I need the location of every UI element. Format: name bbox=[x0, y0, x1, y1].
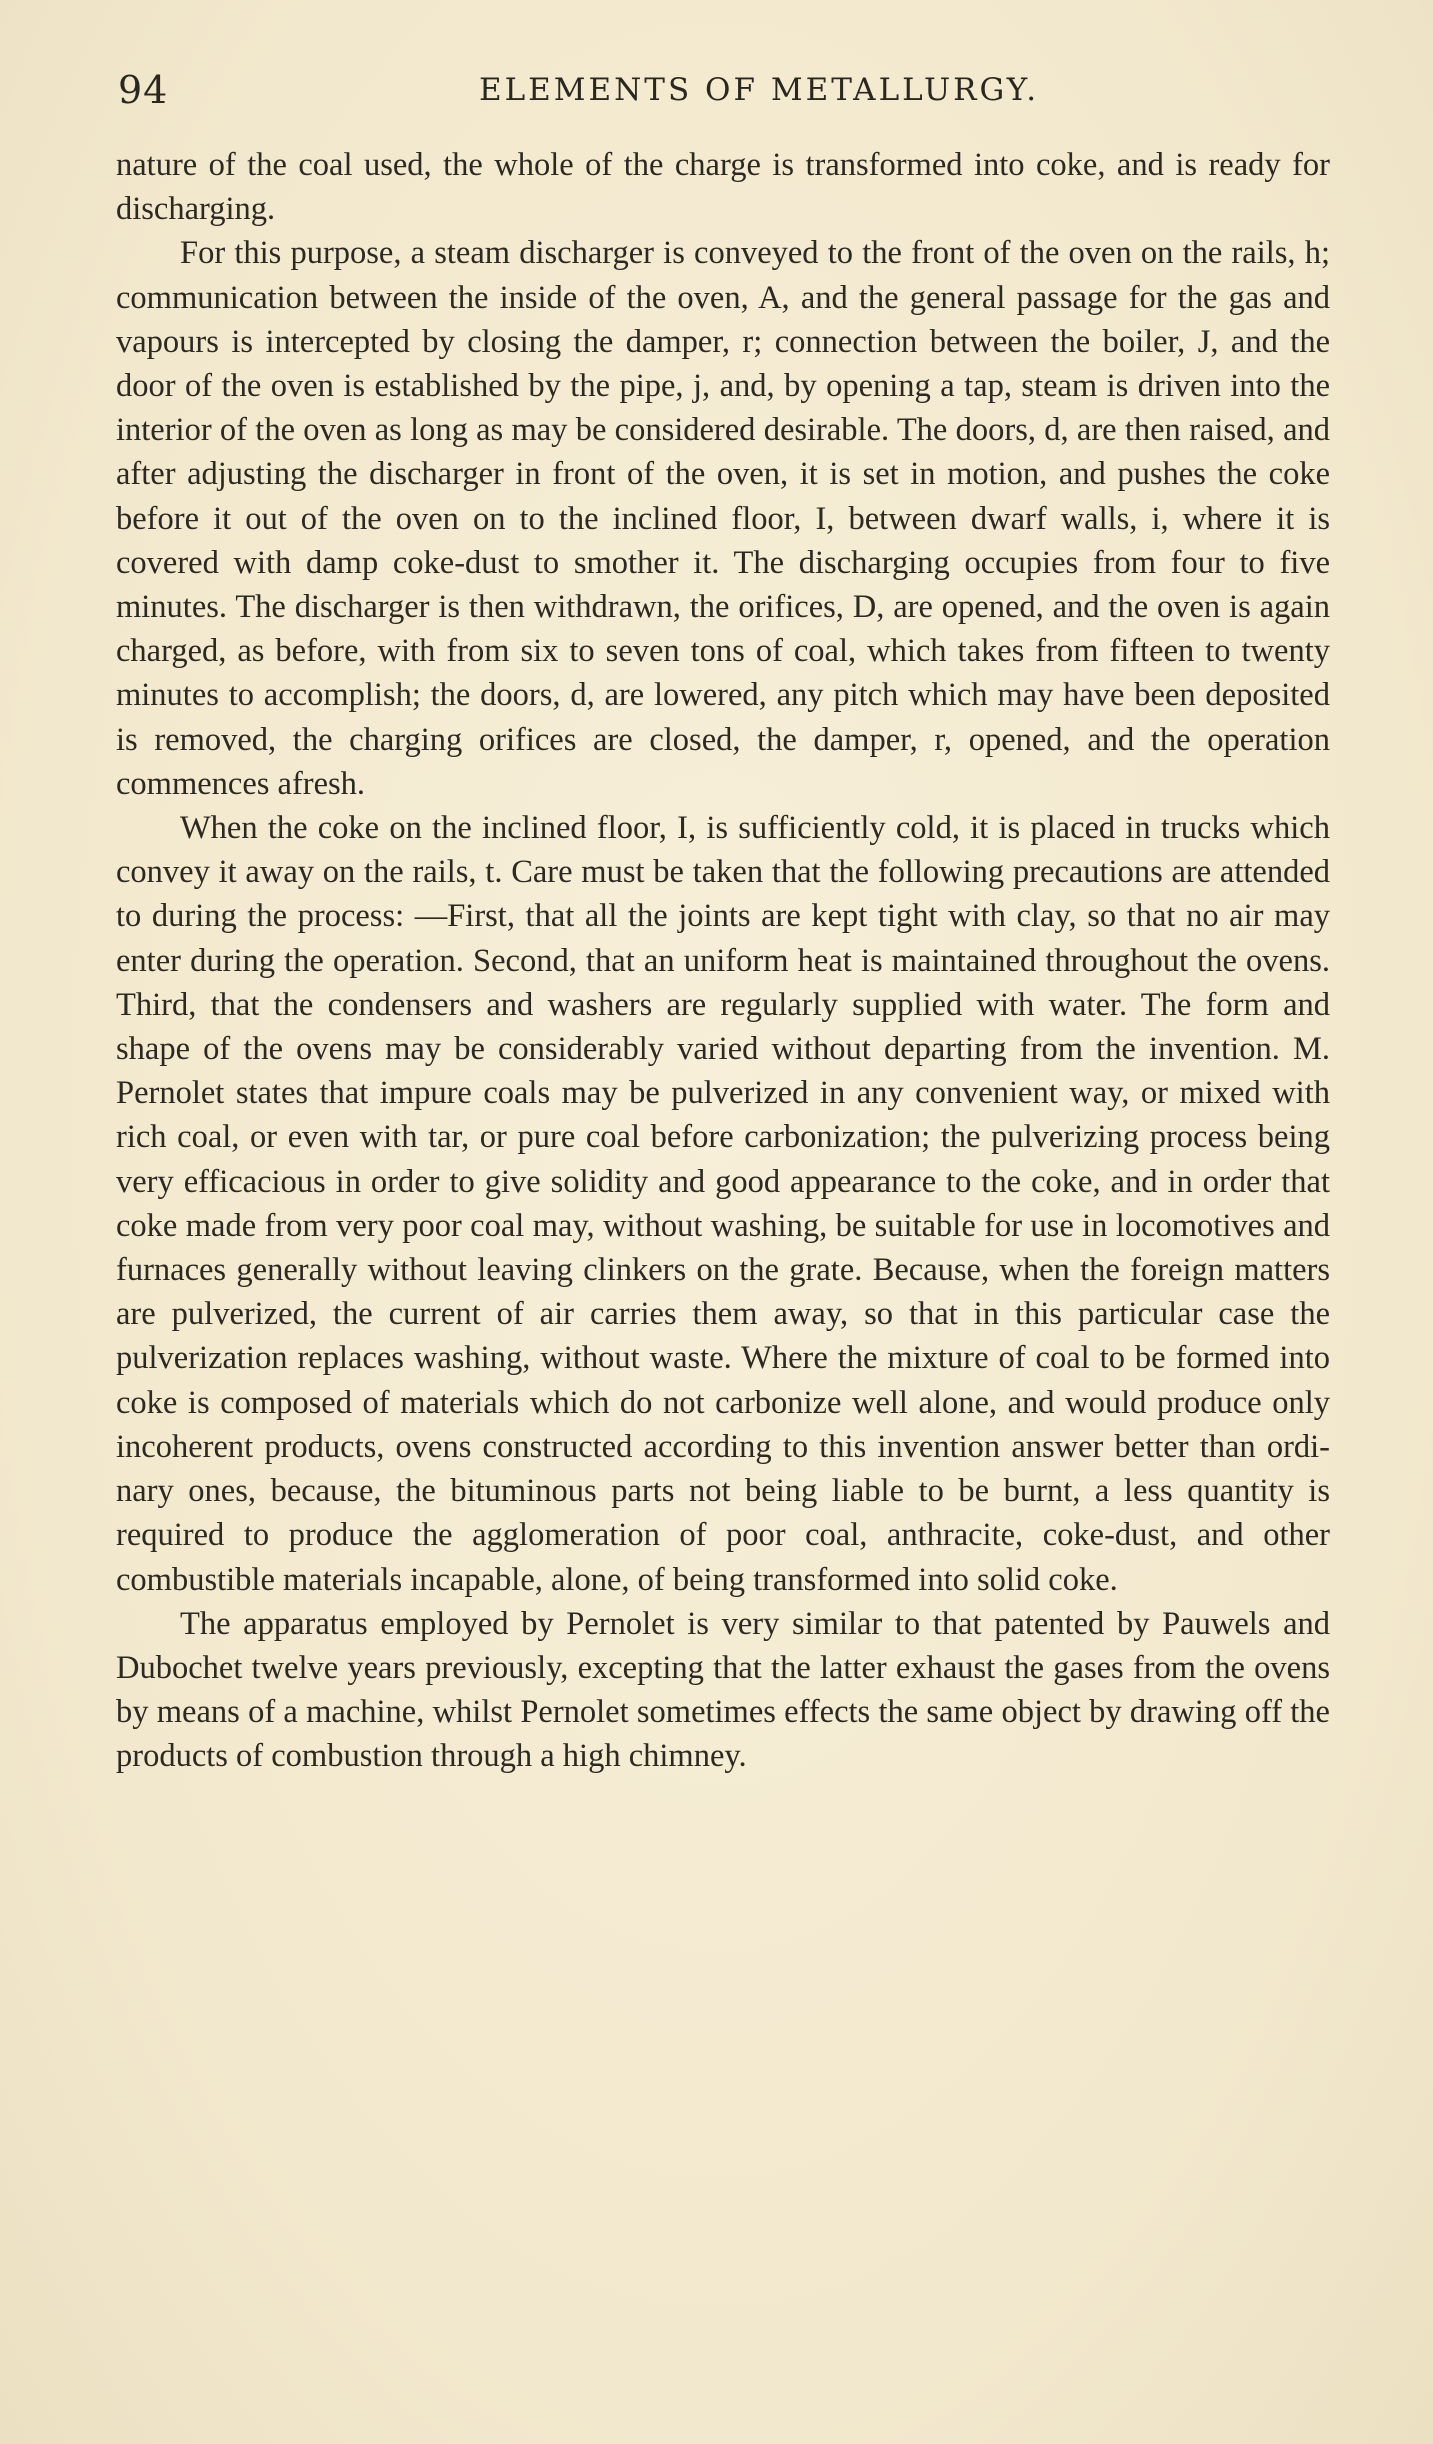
paragraph-continuation: nature of the coal used, the whole of the charge is transformed into coke, and is ready for discharging. bbox=[116, 147, 1330, 228]
running-head: ELEMENTS OF METALLURGY. bbox=[478, 72, 1040, 108]
page-header bbox=[118, 68, 1330, 118]
body-text bbox=[116, 143, 1330, 1779]
paragraph-precautions: When the coke on the inclined floor, I, is sufficiently cold, it is placed in trucks which convey it away on the rails, t. Care must be taken that the following precautions are attended to during the process: —First, that all the joints are kept tight with clay, so that no air may enter during the operation. Second, that an uniform heat is maintained throughout the ovens. Third, that the condensers and washers are regularly supplied with water. The form and shape of the ovens may be considerably varied without departing from the invention. M. Pernolet states that impure coals may be pulverized in any convenient way, or mixed with rich coal, or even with tar, or pure coal before carbonization; the pulverizing process being very efficacious in order to give solidity and good appearance to the coke, and in order that coke made from very poor coal may, without washing, be suitable for use in locomotives and furnaces generally without leaving clinkers on the grate. Because, when the foreign matters are pulverized, the current of air carries them away, so that in this particular case the pulverization replaces washing, without waste. Where the mixture of coal to be formed into coke is composed of materials which do not carbonize well alone, and would produce only incoherent products, ovens constructed according to this invention answer better than ordinary ones, because, the bituminous parts not being liable to be burnt, a less quantity is required to produce the agglomeration of poor coal, anthracite, coke-dust, and other combustible materials incapable, alone, of being transformed into solid coke. bbox=[116, 810, 1330, 1598]
paragraph-apparatus-comparison: The apparatus employed by Pernolet is very similar to that patented by Pauwels and Dubochet twelve years previously, excepting that the latter exhaust the gases from the ovens by means of a machine, whilst Pernolet sometimes effects the same object by drawing off the products of combustion through a high chimney. bbox=[116, 1605, 1330, 1775]
paragraph-steam-discharger: For this purpose, a steam discharger is conveyed to the front of the oven on the rails, h; communication between the inside of the oven, A, and the general passage for the gas and vapours is intercepted by closing the damper, r; connection between the boiler, J, and the door of the oven is established by the pipe, j, and, by opening a tap, steam is driven into the interior of the oven as long as may be considered desirable. The doors, d, are then raised, and after adjusting the discharger in front of the oven, it is set in motion, and pushes the coke before it out of the oven on to the inclined floor, I, between dwarf walls, i, where it is covered with damp coke-dust to smother it. The discharging occupies from four to five minutes. The discharger is then withdrawn, the orifices, D, are opened, and the oven is again charged, as before, with from six to seven tons of coal, which takes from fifteen to twenty minutes to accomplish; the doors, d, are lowered, any pitch which may have been deposited is removed, the charging orifices are closed, the damper, r, opened, and the operation commences afresh. bbox=[116, 235, 1330, 802]
page-number: 94 bbox=[118, 68, 169, 112]
